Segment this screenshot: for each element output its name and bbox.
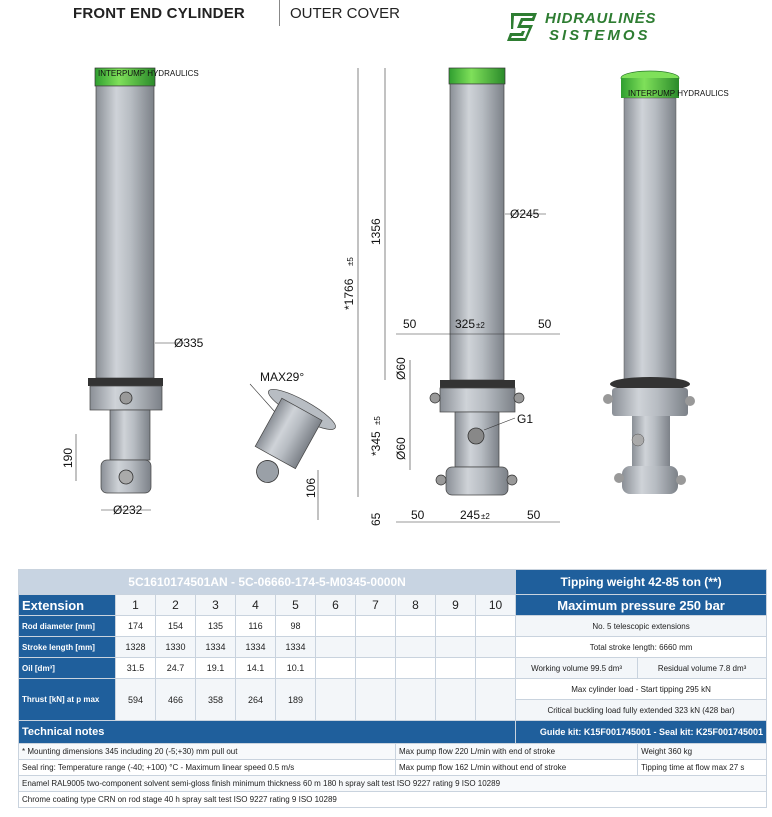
table-cell [476,637,516,658]
dim-1356: 1356 [369,218,383,245]
note-cell: * Mounting dimensions 345 including 20 (-5;+30) mm pull out [19,744,396,760]
tech-notes-label: Technical notes [19,721,516,744]
dim-w-mid: 325 [455,317,476,331]
technical-drawing [0,40,772,540]
table-cell: 189 [276,679,316,721]
ext-num: 10 [476,595,516,616]
ext-num: 7 [356,595,396,616]
table-cell: 10.1 [276,658,316,679]
tilted-eye [253,457,283,487]
table-cell [476,679,516,721]
info-buckling: Critical buckling load fully extended 323 kN (428 bar) [516,700,767,721]
logo-line1: HIDRAULINĖS [545,10,657,27]
ext-num: 2 [156,595,196,616]
cylinder-body-2 [450,84,504,380]
table-cell: 14.1 [236,658,276,679]
ext-num: 6 [316,595,356,616]
table-cell: 31.5 [116,658,156,679]
dim-angle: MAX29° [260,370,305,384]
header-title: FRONT END CYLINDER [73,5,245,22]
table-cell [476,616,516,637]
trunnion-pin [120,392,132,404]
dim-b245-tol: ±2 [481,512,490,521]
view-tilted [229,370,340,520]
header-subtitle: OUTER COVER [290,5,401,22]
info-total-stroke: Total stroke length: 6660 mm [516,637,767,658]
note-cell: Max pump flow 220 L/min with end of stroke [396,744,638,760]
cylinder-body [96,86,154,378]
dim-b50l: 50 [411,508,425,522]
table-cell [316,637,356,658]
table-cell: 594 [116,679,156,721]
view-3d [603,71,729,494]
info-working-volume: Working volume 99.5 dm³ [516,658,638,679]
cylinder-body-3d [624,98,676,380]
table-cell [436,616,476,637]
ext-num: 5 [276,595,316,616]
table-cell [356,616,396,637]
ext-num: 9 [436,595,476,616]
max-pressure: Maximum pressure 250 bar [516,595,767,616]
dim-65: 65 [369,512,383,526]
table-cell: 466 [156,679,196,721]
table-cell: 24.7 [156,658,196,679]
info-telescopic: No. 5 telescopic extensions [516,616,767,637]
table-cell [436,658,476,679]
dim-d60a: Ø60 [394,357,408,380]
dim-mount: *345 [369,431,383,456]
bottom-eye-pin [119,470,133,484]
kits-label: Guide kit: K15F001745001 - Seal kit: K25F001745001 [516,721,767,744]
logo-icon [505,10,541,44]
view-front [61,68,204,517]
note-cell: Chrome coating type CRN on rod stage 40 h spray salt test ISO 9227 rating 9 ISO 10289 [19,792,767,808]
table-cell [476,658,516,679]
dim-b245: 245 [460,508,481,522]
logo-line2: SISTEMOS [549,27,651,44]
dim-dia-top: Ø245 [510,207,540,221]
table-cell [436,637,476,658]
company-logo [505,10,675,44]
note-cell: Max pump flow 162 L/min without end of stroke [396,760,638,776]
dim-b50r: 50 [527,508,541,522]
table-cell: 264 [236,679,276,721]
view-dimensioned [342,68,560,526]
cap-label-3d: INTERPUMP HYDRAULICS [628,89,729,98]
ext-num: 3 [196,595,236,616]
row-label: Stroke length [mm] [19,637,116,658]
note-cell: Enamel RAL9005 two-component solvent semi-gloss finish minimum thickness 60 m 180 h spray salt test ISO 9227 rating 9 ISO 10289 [19,776,767,792]
dim-total-tol: ±5 [346,257,355,266]
row-label: Rod diameter [mm] [19,616,116,637]
note-cell: Weight 360 kg [638,744,767,760]
table-cell: 1334 [196,637,236,658]
rod-stage [110,410,150,460]
table-cell: 1334 [276,637,316,658]
table-cell [356,679,396,721]
collar-ring [88,378,163,386]
note-cell: Seal ring: Temperature range (-40; +100) °C - Maximum linear speed 0.5 m/s [19,760,396,776]
table-cell [356,658,396,679]
dim-d60b: Ø60 [394,437,408,460]
table-cell: 1328 [116,637,156,658]
dim-base: Ø232 [113,503,143,517]
table-cell: 116 [236,616,276,637]
part-code: 5C1610174501AN - 5C-06660-174-5-M0345-0000N [19,570,516,595]
dim-w-right: 50 [538,317,552,331]
ext-num: 4 [236,595,276,616]
dim-w-mid-tol: ±2 [476,321,485,330]
table-cell: 154 [156,616,196,637]
table-cell: 174 [116,616,156,637]
cap-label: INTERPUMP HYDRAULICS [98,69,199,78]
dim-106: 106 [304,477,318,498]
dim-diameter: Ø335 [174,336,204,350]
table-cell: 19.1 [196,658,236,679]
row-label: Thrust [kN] at p max [19,679,116,721]
dim-g1: G1 [517,412,534,426]
table-cell: 135 [196,616,236,637]
row-label: Oil [dm³] [19,658,116,679]
g1-port [468,428,484,444]
table-cell [316,658,356,679]
ext-num: 8 [396,595,436,616]
table-cell: 98 [276,616,316,637]
extension-label: Extension [19,595,116,616]
dim-mount-tol: ±5 [373,416,382,425]
dim-190: 190 [61,447,75,468]
table-cell [396,658,436,679]
table-cell: 358 [196,679,236,721]
table-cell [436,679,476,721]
dim-total: *1766 [342,278,356,310]
green-cap-2 [449,68,505,84]
spec-table [18,569,766,808]
header-divider [279,0,280,26]
table-cell: 1334 [236,637,276,658]
table-cell: 1330 [156,637,196,658]
table-cell [396,616,436,637]
tipping-weight: Tipping weight 42-85 ton (**) [516,570,767,595]
table-cell [396,679,436,721]
table-cell [316,616,356,637]
info-max-load: Max cylinder load - Start tipping 295 kN [516,679,767,700]
table-cell [396,637,436,658]
dim-w-left: 50 [403,317,417,331]
table-cell [316,679,356,721]
info-residual-volume: Residual volume 7.8 dm³ [638,658,767,679]
note-cell: Tipping time at flow max 27 s [638,760,767,776]
table-cell [356,637,396,658]
ext-num: 1 [116,595,156,616]
